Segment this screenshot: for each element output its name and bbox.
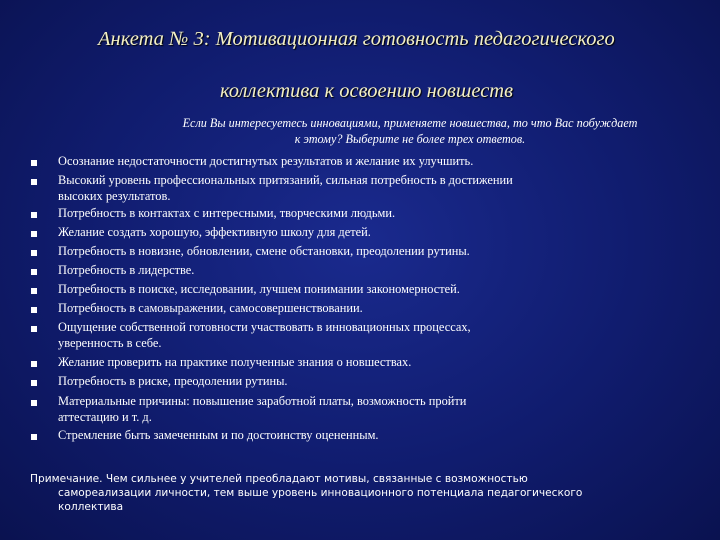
list-item-text: Потребность в новизне, обновлении, смене обстановки, преодолении рутины. [58,244,470,258]
bullet-square-icon [31,307,37,313]
bullet-square-icon [31,361,37,367]
list-item-10 [58,355,411,371]
list-item-7 [58,282,460,298]
list-item-text: Осознание недостаточности достигнутых результатов и желание их улучшить. [58,154,474,168]
list-item-text: Потребность в контактах с интересными, творческими людьми. [58,206,396,220]
list-item-8 [58,301,363,317]
list-item-text: Материальные причины: повышение заработной платы, возможность пройти [58,394,467,408]
list-item-3 [58,206,395,222]
bullet-square-icon [31,160,37,166]
bullet-square-icon [31,400,37,406]
footnote [30,472,710,514]
list-item-11 [58,374,288,390]
list-item-text: Желание проверить на практике полученные знания о новшествах. [58,355,412,369]
footnote-line-3: коллектива [58,501,124,513]
list-item-text-continued: уверенность в себе. [58,335,162,350]
bullet-square-icon [31,269,37,275]
bullet-square-icon [31,231,37,237]
intro-question-line-2: к этому? Выберите не более трех ответов. [294,131,526,146]
list-item-1 [58,154,473,170]
bullet-square-icon [31,380,37,386]
bullet-square-icon [31,179,37,185]
list-item-text: Высокий уровень профессиональных притязаний, сильная потребность в достижении [58,173,513,187]
list-item-12 [58,394,466,425]
footnote-line-1: Примечание. Чем сильнее у учителей преобладают мотивы, связанные с возможностью [30,473,528,485]
bullet-square-icon [31,434,37,440]
list-item-text: Потребность в риске, преодолении рутины. [58,374,288,388]
bullet-square-icon [31,250,37,256]
list-item-text: Потребность в самовыражении, самосовершенствовании. [58,301,363,315]
slide-title-line-1: Анкета № 3: Мотивационная готовность педагогического [98,28,615,50]
list-item-text: Желание создать хорошую, эффективную школу для детей. [58,225,371,239]
list-item-9 [58,320,471,351]
list-item-6 [58,263,194,279]
list-item-13 [58,428,379,444]
list-item-text: Потребность в лидерстве. [58,263,195,277]
list-item-5 [58,244,470,260]
intro-question-line-1: Если Вы интересуетесь инновациями, применяете новшества, то что Вас побуждает [182,116,638,130]
list-item-text-continued: аттестацию и т. д. [58,409,152,424]
list-item-text-continued: высоких результатов. [58,188,171,203]
bullet-square-icon [31,288,37,294]
list-item-text: Ощущение собственной готовности участвовать в инновационных процессах, [58,320,471,334]
list-item-4 [58,225,371,241]
list-item-2 [58,173,513,204]
bullet-square-icon [31,212,37,218]
footnote-line-2: самореализации личности, тем выше уровень инновационного потенциала педагогического [58,487,583,499]
bullet-square-icon [31,326,37,332]
slide-title-line-2: коллектива к освоению новшеств [220,80,514,102]
list-item-text: Потребность в поиске, исследовании, лучшем понимании закономерностей. [58,282,460,296]
list-item-text: Стремление быть замеченным и по достоинству оцененным. [58,428,379,442]
